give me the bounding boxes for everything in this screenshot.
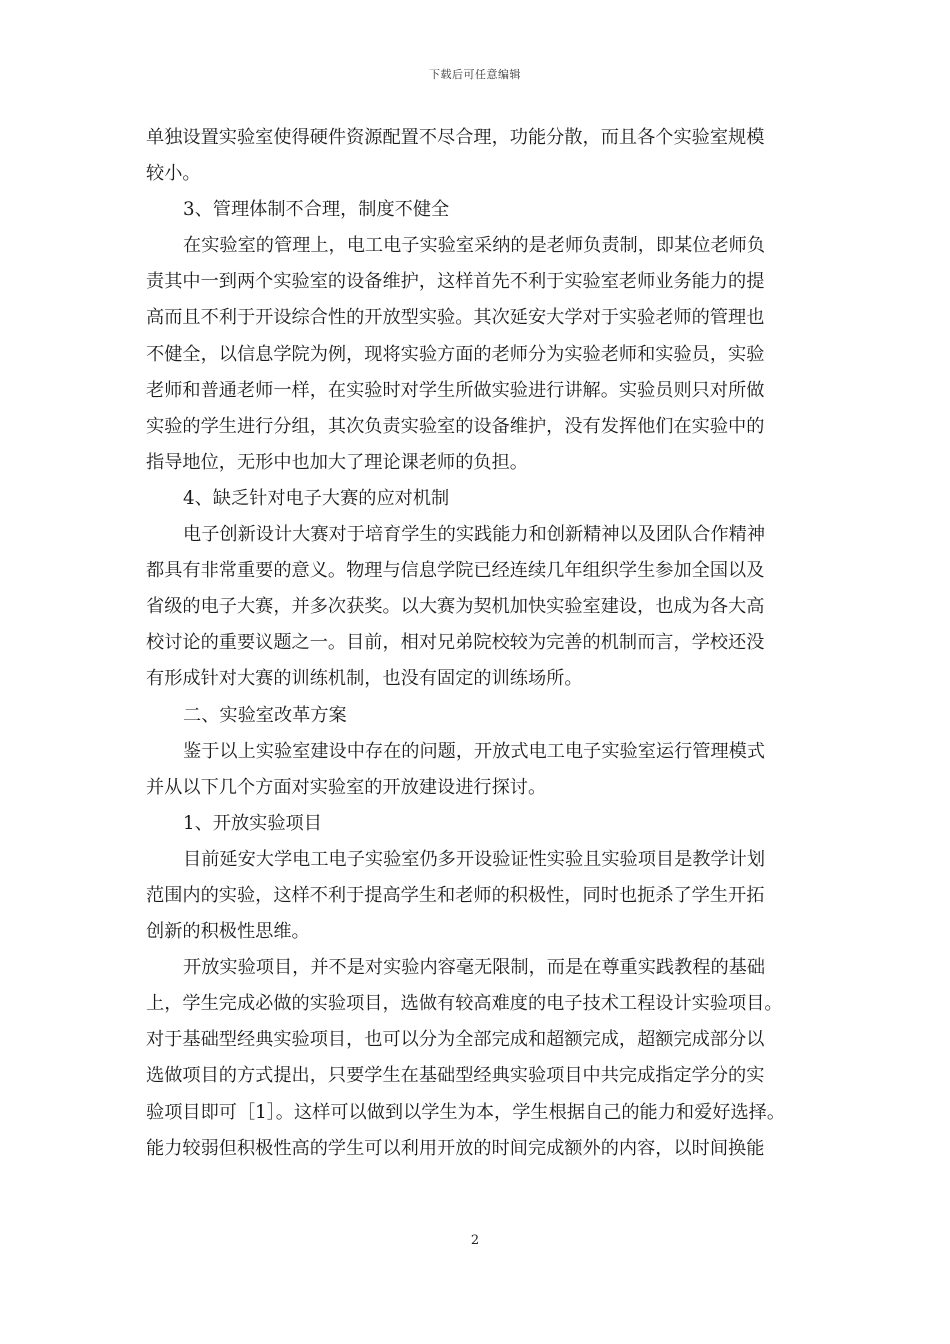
text-line: 4、缺乏针对电子大赛的应对机制	[183, 487, 450, 509]
text-line: 目前延安大学电工电子实验室仍多开设验证性实验且实验项目是教学计划	[183, 848, 766, 870]
text-line: 1、开放实验项目	[183, 812, 322, 834]
text-line: 选做项目的方式提出，只要学生在基础型经典实验项目中共完成指定学分的实	[146, 1065, 765, 1087]
text-line: 实验的学生进行分组，其次负责实验室的设备维护，没有发挥他们在实验中的	[146, 415, 765, 437]
text-line: 在实验室的管理上，电工电子实验室采纳的是老师负责制，即某位老师负	[183, 235, 766, 257]
text-line: 并从以下几个方面对实验室的开放建设进行探讨。	[146, 776, 547, 798]
document-body	[146, 120, 806, 1167]
text-line: 二、实验室改革方案	[183, 704, 347, 726]
text-line: 不健全，以信息学院为例，现将实验方面的老师分为实验老师和实验员，实验	[146, 343, 765, 365]
text-line: 能力较弱但积极性高的学生可以利用开放的时间完成额外的内容，以时间换能	[146, 1137, 765, 1159]
text-line: 责其中一到两个实验室的设备维护，这样首先不利于实验室老师业务能力的提	[146, 271, 765, 293]
text-line: 都具有非常重要的意义。物理与信息学院已经连续几年组织学生参加全国以及	[146, 560, 765, 582]
text-line: 高而且不利于开设综合性的开放型实验。其次延安大学对于实验老师的管理也	[146, 307, 765, 329]
text-line: 老师和普通老师一样，在实验时对学生所做实验进行讲解。实验员则只对所做	[146, 379, 765, 401]
text-line: 电子创新设计大赛对于培育学生的实践能力和创新精神以及团队合作精神	[183, 524, 766, 546]
text-line: 对于基础型经典实验项目，也可以分为全部完成和超额完成，超额完成部分以	[146, 1029, 765, 1051]
text-line: 有形成针对大赛的训练机制，也没有固定的训练场所。	[146, 668, 583, 690]
text-line: 开放实验项目，并不是对实验内容毫无限制，而是在尊重实践教程的基础	[183, 957, 766, 979]
text-line: 鉴于以上实验室建设中存在的问题，开放式电工电子实验室运行管理模式	[183, 740, 766, 762]
page-header-note: 下载后可任意编辑	[429, 68, 521, 81]
text-line: 单独设置实验室使得硬件资源配置不尽合理，功能分散，而且各个实验室规模	[146, 127, 765, 148]
text-line: 省级的电子大赛，并多次获奖。以大赛为契机加快实验室建设，也成为各大高	[146, 596, 765, 618]
text-line: 范围内的实验，这样不利于提高学生和老师的积极性，同时也扼杀了学生开拓	[146, 884, 765, 906]
text-line: 校讨论的重要议题之一。目前，相对兄弟院校较为完善的机制而言，学校还没	[146, 632, 765, 654]
text-line: 创新的积极性思维。	[146, 921, 310, 943]
page-number: 2	[470, 1233, 480, 1248]
text-line: 上，学生完成必做的实验项目，选做有较高难度的电子技术工程设计实验项目。	[146, 993, 783, 1015]
text-line: 3、管理体制不合理，制度不健全	[183, 199, 450, 221]
text-line: 验项目即可［1］。这样可以做到以学生为本，学生根据自己的能力和爱好选择。	[146, 1101, 786, 1123]
text-line: 指导地位，无形中也加大了理论课老师的负担。	[146, 451, 528, 473]
text-line: 较小。	[146, 163, 201, 185]
